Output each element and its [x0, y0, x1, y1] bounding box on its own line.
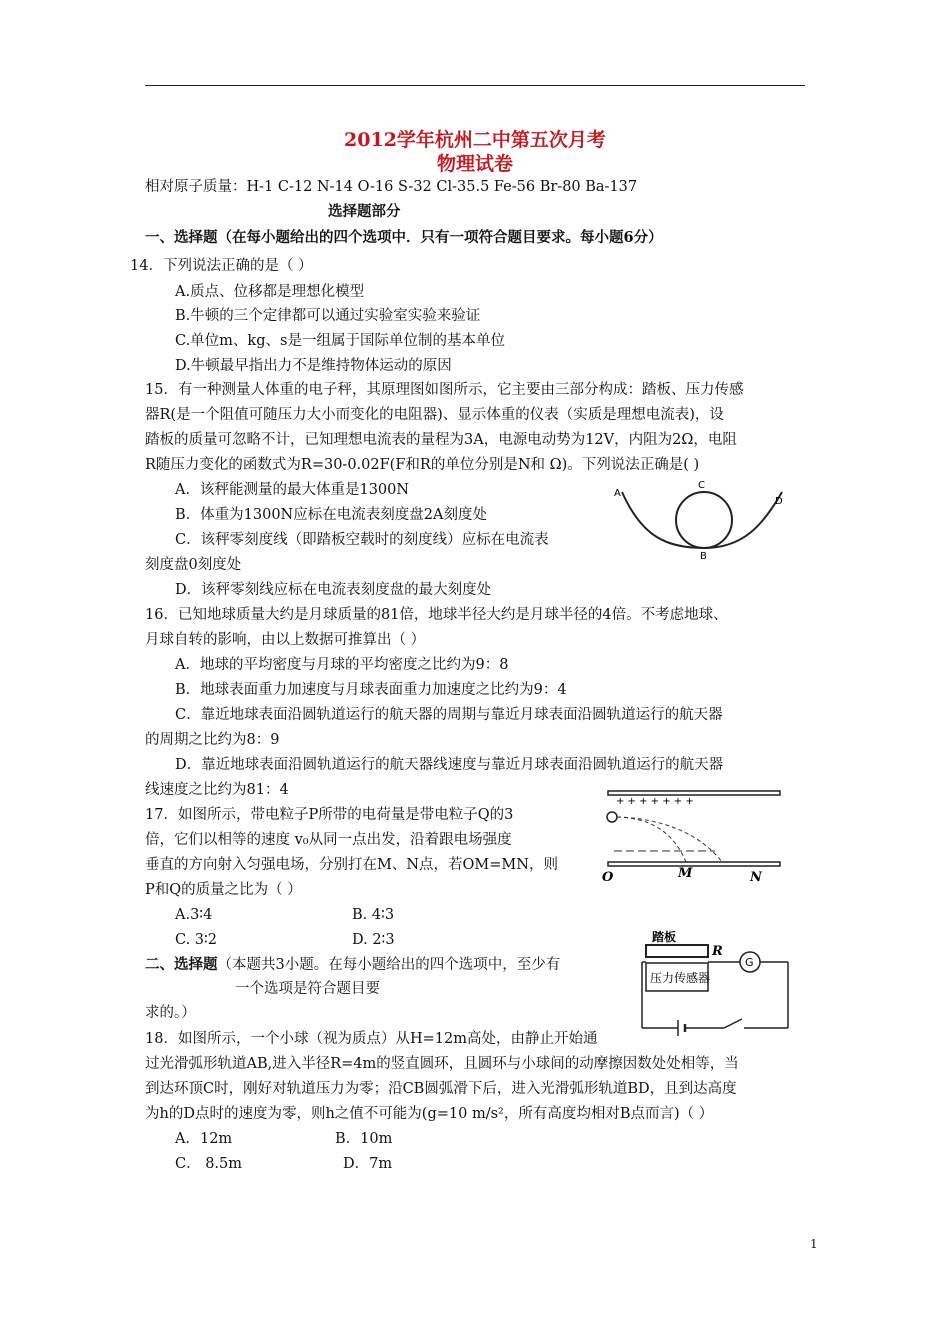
circuit-sensor-label: 压力传感器 [650, 971, 711, 985]
field-label-o: O [602, 870, 614, 885]
q16-option-a: A．地球的平均密度与月球的平均密度之比约为9：8 [175, 657, 509, 673]
q18-line1: 18．如图所示，一个小球（视为质点）从H=12m高处，由静止开始通 [145, 1031, 598, 1047]
q14-option-b: B.牛顿的三个定律都可以通过实验室实验来验证 [175, 308, 481, 324]
track-label-a: A [614, 488, 621, 499]
q18-option-b: B．10m [335, 1131, 393, 1147]
electric-field-figure [600, 788, 790, 883]
q17-option-a: A.3∶4 [175, 907, 213, 923]
track-label-d: D [775, 496, 783, 507]
q18-line2: 过光滑弧形轨道AB,进入半径R=4m的竖直圆环，且圆环与小球间的动摩擦因数处处相等，当 [145, 1056, 739, 1072]
q18-line3: 到达环顶C时，刚好对轨道压力为零；沿CB圆弧滑下后，进入光滑弧形轨道BD，且到达高度 [145, 1081, 737, 1097]
page-number: 1 [810, 1237, 818, 1251]
q15-line2: 器R(是一个阻值可随压力大小而变化的电阻器)、显示体重的仪表（实质是理想电流表)，设 [145, 407, 724, 423]
top-rule [145, 85, 805, 86]
q15-line4: R随压力变化的函数式为R=30-0.02F(F和R的单位分别是N和 Ω)。下列说法正确是( ) [145, 457, 700, 473]
q15-option-a: A．该秤能测量的最大体重是1300N [175, 482, 410, 498]
q14-stem: 14．下列说法正确的是（ ） [130, 258, 313, 274]
section2-heading-line2: 一个选项是符合题目要 [235, 981, 380, 997]
q16-option-c1: C．靠近地球表面沿圆轨道运行的航天器的周期与靠近月球表面沿圆轨道运行的航天器 [175, 707, 723, 723]
q16-option-c2: 的周期之比约为8：9 [145, 732, 280, 748]
q14-option-a: A.质点、位移都是理想化模型 [175, 284, 365, 300]
track-loop-figure [612, 482, 792, 560]
part-heading: 选择题部分 [328, 203, 401, 220]
q17-line2: 倍，它们以相等的速度 v₀从同一点出发，沿着跟电场强度 [145, 832, 512, 848]
track-label-b: B [700, 551, 707, 562]
track-label-c: C [698, 480, 705, 491]
atomic-masses: 相对原子质量：H-1 C-12 N-14 O-16 S-32 Cl-35.5 Fe-56 Br-80 Ba-137 [145, 179, 638, 195]
q16-line2: 月球自转的影响，由以上数据可推算出（ ） [145, 632, 426, 648]
section2-heading-bold: 二、选择题 [145, 956, 218, 973]
section1-heading: 一、选择题（在每小题给出的四个选项中．只有一项符合题目要求。每小题6分） [145, 229, 663, 246]
q16-option-d2: 线速度之比约为81：4 [145, 782, 289, 798]
q17-line1: 17．如图所示，带电粒子P所带的电荷量是带电粒子Q的3 [145, 807, 514, 823]
q15-option-d: D．该秤零刻线应标在电流表刻度盘的最大刻度处 [175, 582, 492, 598]
q16-line1: 16．已知地球质量大约是月球质量的81倍，地球半径大约是月球半径的4倍。不考虑地球、 [145, 607, 728, 623]
q18-line4: 为h的D点时的速度为零，则h之值不可能为(g=10 m/s²，所有高度均相对B点而言)（ ） [145, 1106, 714, 1122]
q15-line3: 踏板的质量可忽略不计，已知理想电流表的量程为3A，电源电动势为12V，内阻为2Ω，电阻 [145, 432, 737, 448]
exam-title: 2012学年杭州二中第五次月考 [344, 129, 606, 151]
circuit-g-label: G [745, 956, 754, 969]
q18-option-d: D．7m [343, 1156, 393, 1172]
q17-option-c: C. 3∶2 [175, 932, 218, 948]
q14-option-d: D.牛顿最早指出力不是维持物体运动的原因 [175, 358, 452, 374]
exam-subtitle: 物理试卷 [436, 153, 513, 175]
field-label-n: N [750, 870, 762, 885]
q17-line4: P和Q的质量之比为（ ） [145, 882, 302, 898]
circuit-r-label: R [712, 944, 723, 959]
circuit-figure [638, 925, 798, 1033]
q17-line3: 垂直的方向射入匀强电场，分别打在M、N点，若OM=MN，则 [145, 857, 558, 873]
q15-option-c2: 刻度盘0刻度处 [145, 557, 242, 573]
field-label-m: M [678, 866, 693, 881]
q18-option-a: A．12m [175, 1131, 233, 1147]
q15-option-c1: C．该秤零刻度线（即踏板空载时的刻度线）应标在电流表 [175, 532, 549, 548]
q14-option-c: C.单位m、kg、s是一组属于国际单位制的基本单位 [175, 333, 505, 349]
q16-option-d1: D．靠近地球表面沿圆轨道运行的航天器线速度与靠近月球表面沿圆轨道运行的航天器 [175, 757, 724, 773]
field-charges-label: + + + + + + + [616, 796, 694, 807]
section2-heading-line3: 求的。） [145, 1005, 196, 1021]
q16-option-b: B．地球表面重力加速度与月球表面重力加速度之比约为9：4 [175, 682, 567, 698]
q17-option-d: D. 2∶3 [352, 932, 395, 948]
section2-heading-line1 [145, 955, 560, 975]
q18-option-c: C． 8.5m [175, 1156, 243, 1172]
circuit-pedal-label: 踏板 [652, 930, 677, 944]
section2-heading-rest: （本题共3小题。在每小题给出的四个选项中，至少有 [217, 957, 561, 973]
q15-option-b: B．体重为1300N应标在电流表刻度盘2A刻度处 [175, 507, 487, 523]
q15-line1: 15．有一种测量人体重的电子秤，其原理图如图所示，它主要由三部分构成：踏板、压力传感 [145, 382, 744, 398]
q17-option-b: B. 4∶3 [352, 907, 395, 923]
